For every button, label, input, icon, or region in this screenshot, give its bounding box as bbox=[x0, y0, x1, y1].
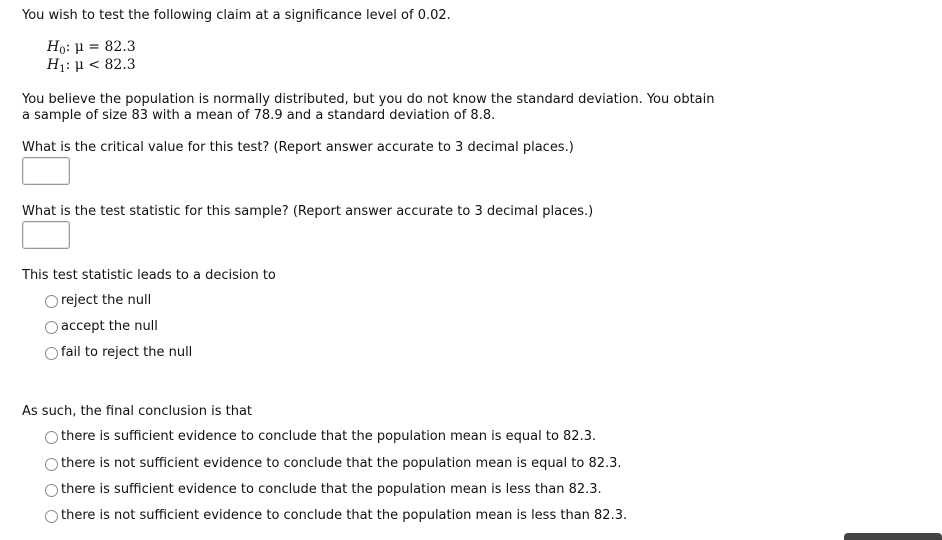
h0-subscript: 0 bbox=[59, 46, 66, 57]
decision-option-accept[interactable] bbox=[45, 318, 158, 336]
radio-button[interactable] bbox=[45, 295, 58, 308]
test-statistic-input[interactable] bbox=[22, 221, 70, 249]
radio-button[interactable] bbox=[45, 431, 58, 444]
h0-relation: : μ = bbox=[65, 39, 105, 55]
h1-value: 82.3 bbox=[104, 57, 136, 73]
h1-symbol: H bbox=[47, 57, 60, 73]
option-label: reject the null bbox=[61, 293, 152, 308]
conclusion-option-3[interactable] bbox=[45, 481, 602, 499]
test-statistic-prompt: What is the test statistic for this sample? (Report answer accurate to 3 decimal places.) bbox=[22, 204, 594, 219]
decision-prompt: This test statistic leads to a decision to bbox=[22, 268, 276, 283]
h0-value: 82.3 bbox=[104, 39, 136, 55]
option-label: there is not sufficient evidence to conclude that the population mean is equal to 82.3. bbox=[61, 456, 622, 471]
h0-symbol: H bbox=[47, 39, 60, 55]
h1-relation: : μ < bbox=[65, 57, 105, 73]
radio-button[interactable] bbox=[45, 510, 58, 523]
conclusion-option-4[interactable] bbox=[45, 507, 627, 525]
conclusion-option-2[interactable] bbox=[45, 455, 622, 473]
option-label: there is sufficient evidence to conclude that the population mean is equal to 82.3. bbox=[61, 429, 597, 444]
option-label: fail to reject the null bbox=[61, 345, 193, 360]
partial-bottom-bar bbox=[844, 533, 942, 540]
option-label: there is not sufficient evidence to conclude that the population mean is less than 82.3. bbox=[61, 508, 628, 523]
radio-button[interactable] bbox=[45, 458, 58, 471]
option-label: there is sufficient evidence to conclude that the population mean is less than 82.3. bbox=[61, 482, 602, 497]
claim-intro: You wish to test the following claim at a significance level of 0.02. bbox=[22, 8, 451, 23]
critical-value-input[interactable] bbox=[22, 157, 70, 185]
decision-option-reject[interactable] bbox=[45, 292, 151, 310]
critical-value-prompt: What is the critical value for this test? (Report answer accurate to 3 decimal places.) bbox=[22, 140, 574, 155]
radio-button[interactable] bbox=[45, 347, 58, 360]
alternative-hypothesis bbox=[47, 56, 136, 79]
h1-subscript: 1 bbox=[59, 64, 66, 75]
conclusion-prompt: As such, the final conclusion is that bbox=[22, 404, 253, 419]
option-label: accept the null bbox=[61, 319, 158, 334]
conclusion-option-1[interactable] bbox=[45, 428, 596, 446]
problem-setup: You believe the population is normally distributed, but you do not know the standard deviation. You obtain a sample of size 83 with a mean of 78.9 and a standard deviation of 8.8. bbox=[22, 92, 715, 123]
radio-button[interactable] bbox=[45, 484, 58, 497]
radio-button[interactable] bbox=[45, 321, 58, 334]
decision-option-fail-to-reject[interactable] bbox=[45, 344, 192, 362]
